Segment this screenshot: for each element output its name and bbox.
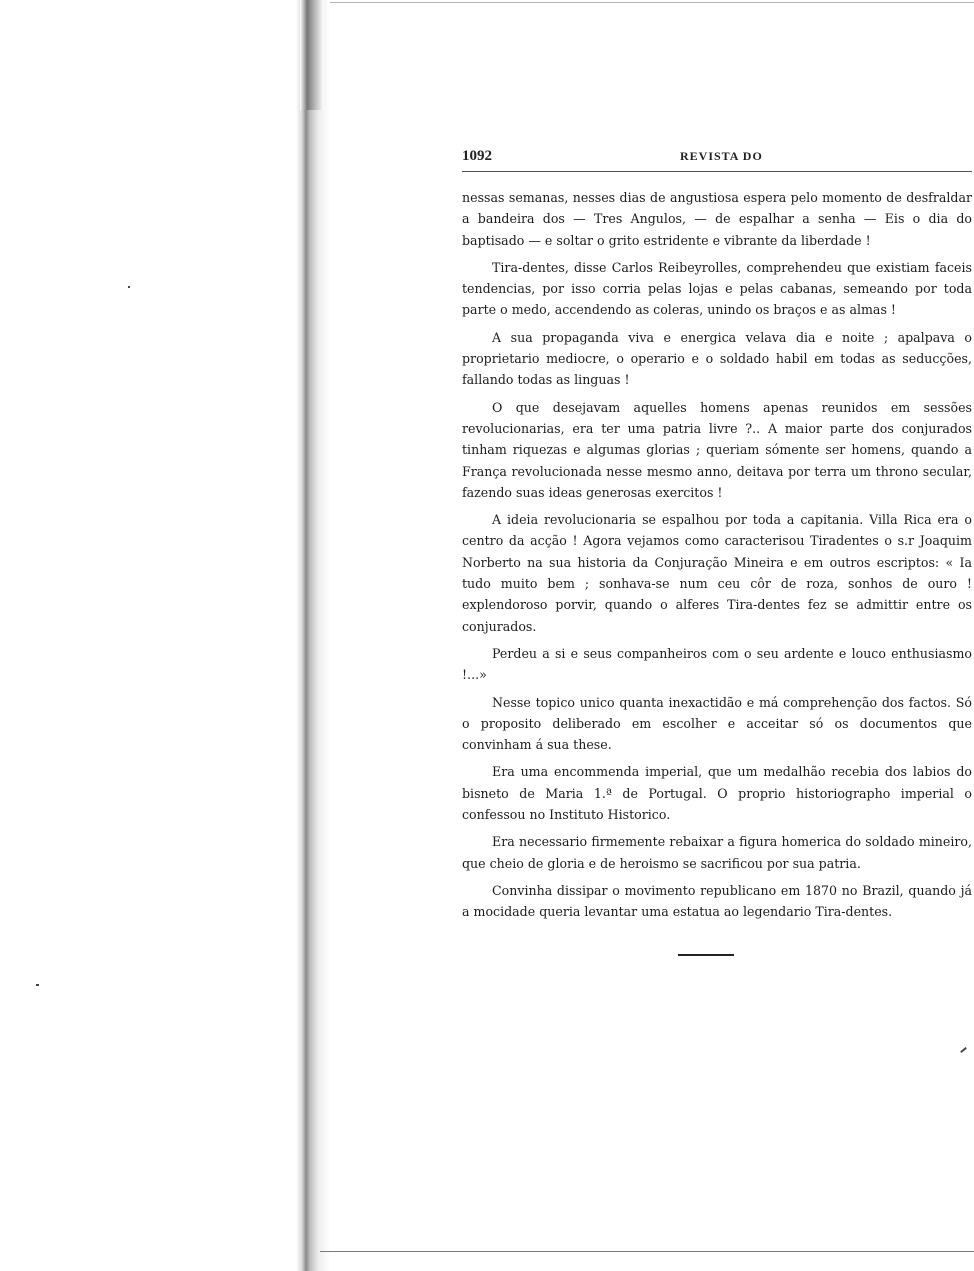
paragraph: Perdeu a si e seus companheiros com o seu ardente e louco enthusiasmo !...» — [462, 645, 972, 683]
paragraph: O que desejavam aquelles homens apenas reunidos em sessões revolucionarias, era ter uma patria livre ?.. A maior parte dos conjurados tinham riquezas e algumas glorias ; queriam sómente ser homens, quando a França revolucionada nesse mesmo anno, deitava por terra um throno secular, fazendo suas ideas generosas exercitos ! — [462, 399, 972, 500]
paragraph: Tira-dentes, disse Carlos Reibeyrolles, comprehendeu que existiam faceis tendencias, por isso corria pelas lojas e pelas cabanas, semeando por toda parte o medo, accendendo as coleras, unindo os braços e as almas ! — [462, 259, 972, 318]
running-head: REVISTA DO — [680, 149, 763, 163]
paragraph: Nesse topico unico quanta inexactidão e má comprehenção dos factos. Só o proposito deliberado em escolher e acceitar só os documentos que convinham á sua these. — [462, 694, 972, 753]
body-text — [462, 187, 972, 923]
paragraph: nessas semanas, nesses dias de angustiosa espera pelo momento de desfraldar a bandeira dos — Tres Angulos, — de espalhar a senha — Eis o dia do baptisado — e soltar o grito estridente e vibrante da liberdade ! — [462, 190, 972, 248]
end-rule — [678, 954, 734, 956]
scan-speck — [128, 286, 130, 288]
paragraph: A ideia revolucionaria se espalhou por toda a capitania. Villa Rica era o centro da acção ! Agora vejamos como caracterisou Tiradentes o s.r Joaquim Norberto na sua historia da Conjuração Mineira e em outros escriptos: « Ia tudo muito bem ; sonhava-se num ceu côr de roza, sonhos de ouro ! explendoroso porvir, quando o alferes Tira-dentes fez se admittir entre os conjurados. — [462, 512, 972, 634]
page-number: 1092 — [462, 148, 492, 164]
header-rule — [462, 171, 972, 172]
paragraph: A sua propaganda viva e energica velava dia e noite ; apalpava o proprietario mediocre, o operario e o soldado habil em todas as seducções, fallando todas as linguas ! — [462, 329, 972, 388]
scan-top-edge — [330, 2, 974, 3]
paragraph: Era necessario firmemente rebaixar a figura homerica do soldado mineiro, que cheio de gloria e de heroismo se sacrificou por sua patria. — [462, 834, 972, 871]
paragraph: Era uma encommenda imperial, que um medalhão recebia dos labios do bisneto de Maria 1.ª de Portugal. O proprio historiographo imperial o confessou no Instituto Historico. — [462, 764, 972, 823]
page-header — [462, 148, 972, 170]
scan-bottom-edge — [320, 1251, 974, 1252]
book-binding-shadow — [296, 0, 330, 1271]
binding-top-shadow — [300, 0, 324, 110]
scan-speck — [960, 1047, 967, 1053]
scan-speck — [36, 984, 39, 986]
paragraph: Convinha dissipar o movimento republicano em 1870 no Brazil, quando já a mocidade queria levantar uma estatua ao legendario Tira-dentes. — [462, 882, 972, 920]
